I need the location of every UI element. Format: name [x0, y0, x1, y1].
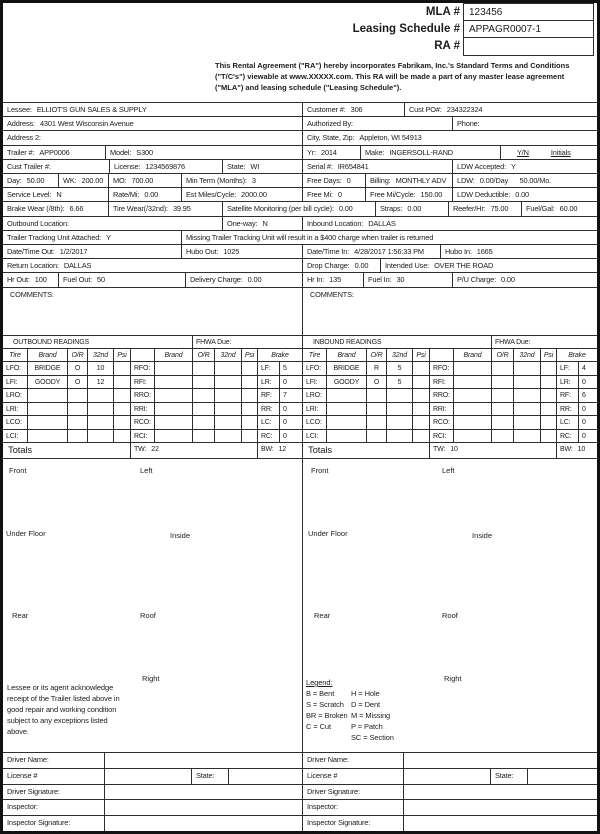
field-label: WK: [63, 176, 77, 185]
field-label: Address 2: [7, 133, 41, 142]
inspector-field [3, 799, 104, 815]
reading-cell: BRIDGE [27, 361, 67, 375]
field-label: Satellite Monitoring (per bill cycle): [227, 204, 334, 213]
acknowledgment-line: receipt of the Trailer listed above in [7, 694, 120, 703]
reading-cell: LRO: [3, 388, 27, 402]
reading-cell: O [366, 375, 386, 389]
field-label: Reefer/Hr: [453, 204, 486, 213]
state-field [191, 768, 228, 784]
field-label: State: [227, 162, 246, 171]
reading-cell: LFO: [3, 361, 27, 375]
field-value: 2014 [321, 148, 337, 157]
field-label: TW: [134, 446, 147, 453]
signatures-section [3, 3, 597, 831]
field-value: OVER THE ROAD [434, 261, 494, 270]
field-value: DALLAS [368, 219, 396, 228]
reading-cell: RF: [556, 388, 578, 402]
reading-cell: LRI: [3, 402, 27, 416]
field-value: 6.66 [69, 204, 84, 213]
field-value: 306 [350, 105, 363, 114]
legend-title: Legend: [306, 678, 333, 687]
initials-label: Initials [550, 148, 571, 157]
reading-col-header: Psi [412, 348, 429, 361]
field-label: Hubo Out: [186, 247, 219, 256]
field-label: Hr Out: [7, 275, 30, 284]
reading-col-header: Brake [257, 348, 302, 361]
field-label: Trailer #: [7, 148, 35, 157]
field-label: Fuel Out: [63, 275, 93, 284]
field-value: 50.00 [26, 176, 45, 185]
field-label: Customer #: [307, 105, 346, 114]
field-label: LDW Accepted: [457, 162, 506, 171]
reading-col-header: Tire [302, 348, 326, 361]
reading-cell: LCI: [3, 429, 27, 443]
reading-col-header: O/R [491, 348, 513, 361]
field-value: Appleton, WI 54913 [359, 133, 422, 142]
acknowledgment-line: subject to any exceptions listed [7, 716, 108, 725]
field-value: 0.00/Day 50.00/Mo. [479, 176, 552, 185]
reading-col-header: Psi [113, 348, 130, 361]
diagram-label-roof: Roof [140, 611, 156, 620]
license-field [302, 768, 403, 784]
field-label: State: [495, 771, 514, 780]
field-label: Drop Charge: [307, 261, 350, 270]
field-label: MO: [113, 176, 127, 185]
signature-blank-field [104, 815, 302, 831]
mla-number-value: 123456 [463, 3, 594, 21]
field-label: Cust PO#: [409, 105, 442, 114]
diagram-label-right: Right [142, 674, 160, 683]
reading-cell: LF: [257, 361, 279, 375]
reading-cell: 0 [279, 429, 302, 443]
reading-col-header: 32nd [214, 348, 241, 361]
field-value: IR654841 [337, 162, 369, 171]
terms-line-2: ("T/C's") viewable at www.XXXXX.com. This RA will be made a part of any master lease agreement [215, 72, 565, 81]
reading-col-header: 32nd [386, 348, 412, 361]
terms-line-3: ("MLA") and leasing schedule ("Leasing Schedule"). [215, 83, 402, 92]
field-value: 135 [329, 275, 342, 284]
field-value: WI [250, 162, 260, 171]
inspector-field [302, 799, 403, 815]
signature-blank-field [403, 752, 597, 768]
field-label: Intended Use: [385, 261, 430, 270]
leasing-schedule-value: APPAGR0007-1 [463, 20, 594, 38]
reading-cell: 4 [578, 361, 597, 375]
legend-entry: BR = Broken [306, 711, 348, 720]
reading-cell: LC: [257, 415, 279, 429]
field-value: 234322324 [446, 105, 483, 114]
reading-cell: 0 [279, 415, 302, 429]
driver-signature-field [302, 784, 403, 799]
field-label: City, State, Zip: [307, 133, 355, 142]
reading-cell: LRO: [302, 388, 326, 402]
reading-cell: O [67, 361, 87, 375]
reading-col-header: O/R [67, 348, 87, 361]
legend-entry: H = Hole [351, 689, 380, 698]
field-label: Free Mi: [307, 190, 333, 199]
field-value: APP0006 [39, 148, 70, 157]
field-label: Yr: [307, 148, 316, 157]
field-value: 4/28/2017 1:56:33 PM [354, 247, 424, 256]
reading-cell: RCI: [429, 429, 453, 443]
field-label: License # [7, 771, 38, 780]
license-field [3, 768, 104, 784]
reading-cell: 0 [578, 415, 597, 429]
field-label: Est Miles/Cycle: [186, 190, 237, 199]
field-value: MONTHLY ADV [395, 176, 447, 185]
field-label: Service Level: [7, 190, 52, 199]
reading-cell: 12 [87, 375, 113, 389]
reading-col-header: Brand [453, 348, 491, 361]
field-label: LDW: [457, 176, 475, 185]
driver-name-field [302, 752, 403, 768]
field-value: 0 [337, 190, 342, 199]
field-value: 0.00 [247, 275, 262, 284]
field-value: Y [106, 233, 111, 242]
reading-cell: RRI: [429, 402, 453, 416]
field-label: Date/Time In: [307, 247, 350, 256]
field-label: Hr In: [307, 275, 325, 284]
field-label: COMMENTS: [310, 290, 354, 299]
field-value: 4301 West Wisconsin Avenue [39, 119, 134, 128]
signature-blank-field [403, 815, 597, 831]
field-value: 3 [251, 176, 256, 185]
field-label: TW: [433, 446, 446, 453]
reading-cell: R [366, 361, 386, 375]
reading-cell: BRIDGE [326, 361, 366, 375]
field-value: 2000.00 [241, 190, 267, 199]
field-label: Driver Signature: [307, 787, 360, 796]
state-field [490, 768, 527, 784]
field-value: N [262, 219, 268, 228]
legend-entry: P = Patch [351, 722, 383, 731]
totals-label: Totals [302, 442, 429, 458]
reading-col-header: Psi [540, 348, 556, 361]
field-value: 22 [151, 446, 159, 453]
field-label: Rate/Mi: [113, 190, 140, 199]
legend-entry: D = Dent [351, 700, 381, 709]
reading-cell: LR: [257, 375, 279, 389]
acknowledgment-line: above. [7, 727, 29, 736]
field-value: 60.00 [559, 204, 578, 213]
diagram-label-left: Left [442, 466, 455, 475]
diagram-label-front: Front [311, 466, 329, 475]
leasing-schedule-label: Leasing Schedule # [352, 23, 460, 35]
reading-cell: LF: [556, 361, 578, 375]
field-value: 150.00 [420, 190, 443, 199]
signature-blank-field [104, 799, 302, 815]
reading-cell: 0 [578, 402, 597, 416]
reading-cell: 0 [279, 402, 302, 416]
reading-cell: 0 [279, 375, 302, 389]
reading-cell: LFI: [302, 375, 326, 389]
field-label: Straps: [380, 204, 403, 213]
reading-cell: 6 [578, 388, 597, 402]
reading-cell: RRO: [429, 388, 453, 402]
field-value: 0.00 [515, 190, 529, 199]
field-value: 0 [346, 176, 351, 185]
reading-cell: 0 [578, 429, 597, 443]
field-label: FHWA Due: [196, 339, 232, 346]
reading-cell: RRI: [130, 402, 154, 416]
diagram-label-inside: Inside [170, 531, 191, 540]
field-label: Inspector Signature: [7, 818, 71, 827]
field-value: Y [511, 162, 516, 171]
field-value: 10 [450, 446, 458, 453]
field-label: P/U Charge: [457, 275, 497, 284]
field-value: S300 [136, 148, 153, 157]
field-value: INGERSOLL-RAND [389, 148, 453, 157]
ra-number-label: RA # [434, 40, 460, 52]
field-label: COMMENTS: [10, 290, 54, 299]
diagram-label-left: Left [140, 466, 153, 475]
inspector-signature-field [302, 815, 403, 831]
reading-cell: RFI: [429, 375, 453, 389]
terms-line-1: This Rental Agreement ("RA") hereby incorporates Fabrikam, Inc.'s Standard Terms and Conditions [215, 61, 570, 70]
reading-cell: GOODY [326, 375, 366, 389]
signature-blank-field [403, 799, 597, 815]
field-value: 700.00 [131, 176, 154, 185]
reading-col-header: Brand [27, 348, 67, 361]
field-label: Authorized By: [307, 119, 353, 128]
reading-cell: RRO: [130, 388, 154, 402]
field-label: License # [307, 771, 338, 780]
field-label: Tire Wear(/32nd): [113, 204, 168, 213]
field-label: Trailer Tracking Unit Attached: [7, 233, 102, 242]
reading-cell: O [67, 375, 87, 389]
driver-name-field [3, 752, 104, 768]
field-value: 0.00 [354, 261, 369, 270]
legend-entry: M = Missing [351, 711, 391, 720]
field-value: N [56, 190, 62, 199]
field-label: Free Days: [307, 176, 342, 185]
diagram-label-front: Front [9, 466, 27, 475]
reading-cell: RC: [257, 429, 279, 443]
field-value: 39.95 [172, 204, 191, 213]
diagram-label-right: Right [444, 674, 462, 683]
reading-cell: RFI: [130, 375, 154, 389]
field-label: Cust Trailer #: [7, 162, 51, 171]
diagram-label-under-floor: Under Floor [308, 529, 348, 538]
field-value: 12 [278, 446, 287, 453]
field-label: Hubo In: [445, 247, 472, 256]
field-label: Return Location: [7, 261, 59, 270]
field-label: Fuel In: [368, 275, 392, 284]
field-value: 10 [577, 446, 586, 453]
field-value: 1665 [476, 247, 493, 256]
diagram-label-rear: Rear [314, 611, 331, 620]
field-label: Driver Signature: [7, 787, 60, 796]
field-label: Brake Wear (/8th): [7, 204, 65, 213]
field-label: BW: [261, 446, 274, 453]
reading-col-header: Tire [3, 348, 27, 361]
field-label: Make: [365, 148, 385, 157]
field-value: 50 [97, 275, 105, 284]
y-n-label: Y/N [517, 148, 529, 157]
field-label: Lessee: [7, 105, 32, 114]
field-label: Address: [7, 119, 35, 128]
field-label: Driver Name: [7, 755, 49, 764]
reading-col-header: Psi [241, 348, 257, 361]
reading-col-header: O/R [366, 348, 386, 361]
reading-cell: LC: [556, 415, 578, 429]
field-label: Driver Name: [307, 755, 349, 764]
reading-cell: RFO: [130, 361, 154, 375]
field-value: 0.00 [501, 275, 515, 284]
reading-cell: LFI: [3, 375, 27, 389]
inspector-signature-field [3, 815, 104, 831]
acknowledgment-line: Lessee or its agent acknowledge [7, 683, 114, 692]
reading-cell: RCO: [429, 415, 453, 429]
field-label: Date/Time Out: [7, 247, 55, 256]
diagram-label-inside: Inside [472, 531, 493, 540]
signature-blank-field [228, 768, 302, 784]
legend-entry: B = Bent [306, 689, 335, 698]
readings-title: OUTBOUND READINGS [3, 335, 192, 348]
reading-col-header: Brand [326, 348, 366, 361]
signature-blank-field [527, 768, 597, 784]
signature-blank-field [104, 768, 191, 784]
reading-cell: LCI: [302, 429, 326, 443]
legend-entry: S = Scratch [306, 700, 344, 709]
field-value: 100 [34, 275, 47, 284]
field-label: Inspector: [7, 802, 38, 811]
reading-cell: RR: [556, 402, 578, 416]
mla-number-label: MLA # [425, 6, 460, 18]
field-value: 200.00 [81, 176, 104, 185]
reading-cell: LR: [556, 375, 578, 389]
totals-label: Totals [3, 442, 130, 458]
field-label: Inspector: [307, 802, 338, 811]
field-label: Billing: [370, 176, 391, 185]
field-label: Inbound Location: [307, 219, 364, 228]
reading-cell: 5 [386, 375, 412, 389]
reading-cell: RCO: [130, 415, 154, 429]
field-label: Free Mi/Cycle: [370, 190, 416, 199]
field-value: 30 [396, 275, 405, 284]
field-value: 1025 [223, 247, 240, 256]
field-label: Fuel/Gal: [526, 204, 555, 213]
field-value: ELLIOT'S GUN SALES & SUPPLY [36, 105, 147, 114]
field-label: State: [196, 771, 215, 780]
field-label: Delivery Charge: [190, 275, 243, 284]
legend-entry: SC = Section [351, 733, 394, 742]
acknowledgment-line: good repair and working condition [7, 705, 117, 714]
reading-cell: GOODY [27, 375, 67, 389]
field-value: 0.00 [338, 204, 353, 213]
reading-cell: RCI: [130, 429, 154, 443]
signature-blank-field [403, 768, 490, 784]
field-value: DALLAS [63, 261, 92, 270]
legend-entry: C = Cut [306, 722, 331, 731]
reading-cell: LCO: [3, 415, 27, 429]
field-label: One-way: [227, 219, 258, 228]
field-label: Phone: [457, 119, 480, 128]
field-value: 0.00 [407, 204, 422, 213]
reading-cell: 0 [578, 375, 597, 389]
field-label: Inspector Signature: [307, 818, 371, 827]
reading-cell: LFO: [302, 361, 326, 375]
reading-cell: 10 [87, 361, 113, 375]
reading-cell: LRI: [302, 402, 326, 416]
readings-title: INBOUND READINGS [302, 335, 491, 348]
field-label: Day: [7, 176, 22, 185]
field-value: 1234569876 [145, 162, 185, 171]
diagram-label-roof: Roof [442, 611, 458, 620]
reading-cell: RR: [257, 402, 279, 416]
field-value: 1/2/2017 [59, 247, 88, 256]
reading-cell: 5 [386, 361, 412, 375]
reading-cell: 5 [279, 361, 302, 375]
field-value: 75.00 [490, 204, 509, 213]
field-value: Missing Trailer Tracking Unit will result in a $400 charge when trailer is returned [186, 233, 434, 242]
reading-col-header: 32nd [87, 348, 113, 361]
field-label: BW: [560, 446, 573, 453]
field-value: 0.00 [144, 190, 159, 199]
signature-blank-field [104, 784, 302, 799]
diagram-label-under-floor: Under Floor [6, 529, 46, 538]
reading-col-header: O/R [192, 348, 214, 361]
reading-cell: LCO: [302, 415, 326, 429]
field-label: FHWA Due: [495, 339, 531, 346]
field-label: Serial #: [307, 162, 333, 171]
signature-blank-field [104, 752, 302, 768]
diagram-label-rear: Rear [12, 611, 29, 620]
field-label: LDW Deductible: [457, 190, 511, 199]
reading-cell: RFO: [429, 361, 453, 375]
reading-col-header: 32nd [513, 348, 540, 361]
field-label: License: [114, 162, 141, 171]
reading-col-header: Brake [556, 348, 597, 361]
signature-blank-field [403, 784, 597, 799]
field-label: Model: [110, 148, 132, 157]
field-label: Min Term (Months): [186, 176, 247, 185]
reading-cell: 7 [279, 388, 302, 402]
reading-col-header: Brand [154, 348, 192, 361]
reading-cell: RC: [556, 429, 578, 443]
field-label: Outbound Location: [7, 219, 69, 228]
reading-cell: RF: [257, 388, 279, 402]
driver-signature-field [3, 784, 104, 799]
